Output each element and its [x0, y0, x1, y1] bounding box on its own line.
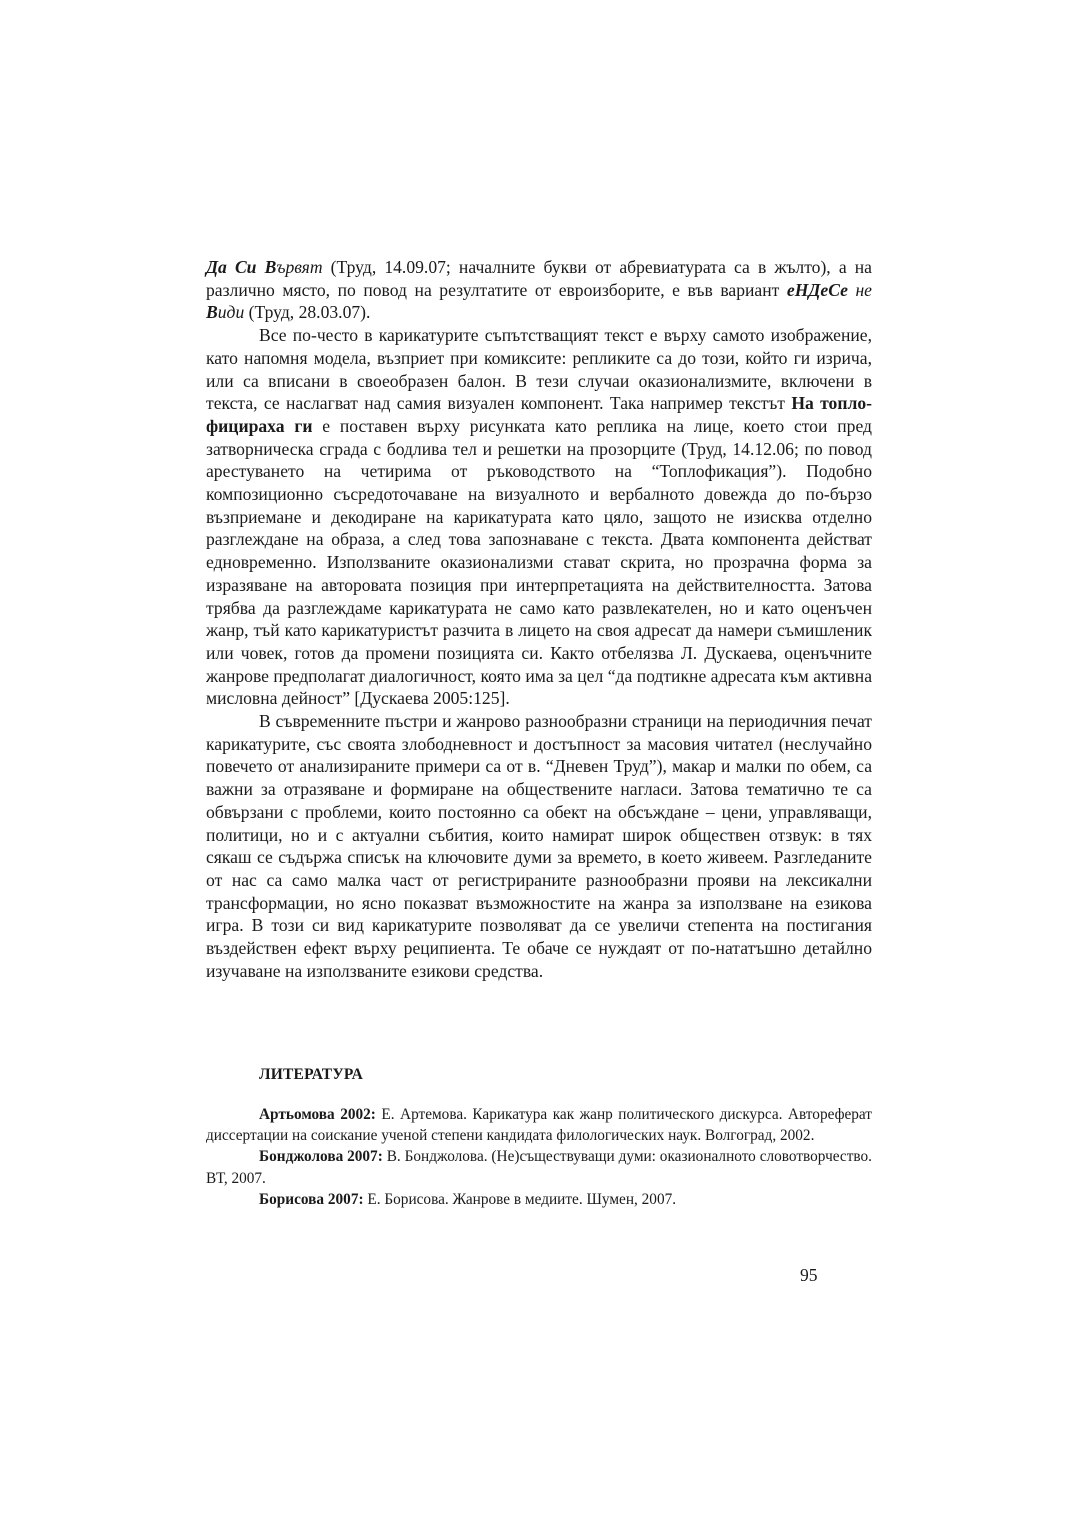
reference-text: Е. Артемова. Карикатура как жанр политического дискурса. Автореферат диссертации на соискание ученой степени кандидата филологических наук. Волгоград, 2002. — [206, 1106, 872, 1145]
page-number: 95 — [800, 1265, 818, 1285]
italic-a: ъ — [276, 257, 286, 277]
reference-text: В. Бонджолова. (Не)съществуващи думи: оказионалното словотворчество. ВТ, 2007. — [206, 1148, 872, 1187]
body-text — [206, 256, 872, 983]
paragraph-1-text-b: (Труд, 28.03.07). — [244, 302, 371, 323]
paragraph-1 — [206, 256, 872, 324]
paragraph-3: В съвременните пъстри и жанрово разнообразни страници на периодичния печат карикатурите, със своята злободневност и достъпност за масовия читател (неслучайно повечето от анализираните примери са от в. “Дневен Труд”), макар и малки по обем, са важни за отразяване и формиране на обществените нагласи. Затова тематично те са обвързани с проблеми, които постоянно са обект на обсъждане – цени, управляващи, политици, но и с актуални събития, които намират широк обществен отзвук: в тях сякаш се съдържа списък на ключовите думи за времето, в което живеем. Разгледаните от нас са само малка част от регистрираните разнообразни прояви на лексикални трансформации, но ясно показват възможностите на жанра за използване на езикова игра. В този си вид карикатурите позволяват да се увеличи степента на постигания въздействен ефект върху реципиента. Те обаче се нуждаят от по-нататъшно детайлно изучаване на използваните езикови средства. — [206, 711, 872, 981]
reference-item — [206, 1104, 872, 1146]
emphasis-se: Се — [828, 279, 848, 300]
paragraph-2-text-a: Все по-често в карикатурите съпътстващият текст е върху самото изображение, като напомня модела, възприет при комиксите: репликите са до този, който ги изрича, или са вписани в своеобразен балон. В тези случаи оказионализмите, включени в текста, се наслагват над самия визуален компонент. Така например текстът — [206, 325, 872, 414]
italic-ne: не — [847, 279, 872, 300]
paragraph-2-text-b: е поставен върху рисунката като реплика на лице, което стои пред затворническа сграда с бодлива тел и решетки на прозорците (Труд, 14.12.06; по повод арестуването на четирима от ръководството на “Топлофикация”). Подобно композиционно съсредоточаване на визуалното и вербалното довежда до по-бързо възприемане и декодиране на карикатурата като цяло, защото не изисква отделно разглеждане на образа, а след това запознаване с текста. Двата компонента действат едновременно. Използваните оказионализми стават скрита, но прозрачна форма за изразяване на авторовата позиция при интерпретацията на действителността. Затова трябва да разглеждаме карикатурата не само като развлекателен, но и като оценъчен жанр, тъй като карикатуристът разчита в лицето на своя адресат да намери съмишленик или човек, готов да промени позицията си. Както отбелязва Л. Дускаева, оценъчните жанрове предполагат диалогичност, която има за цел “да подтикне адресата към активна мисловна дейност” [Дускаева 2005:125]. — [206, 415, 872, 709]
reference-author: Борисова 2007: — [259, 1190, 364, 1208]
reference-list — [206, 1104, 872, 1210]
emphasis-e2: е — [820, 279, 829, 300]
paragraph-1-text-a: (Труд, 14.09.07; началните букви от абревиатурата са в жълто), а на различно място, по повод на резултатите от евроизборите, е във вариант — [206, 257, 872, 300]
emphasis-da: Да — [206, 257, 235, 277]
reference-item — [206, 1146, 872, 1188]
example-phrase: На топло-фицираха ги — [206, 393, 872, 436]
paragraph-2 — [206, 324, 872, 710]
reference-item — [206, 1189, 872, 1210]
reference-author: Бонджолова 2007: — [259, 1148, 383, 1166]
emphasis-v: В — [264, 257, 277, 277]
emphasis-si: Си — [234, 257, 265, 277]
emphasis-e: е — [786, 279, 795, 300]
emphasis-nd: НД — [794, 279, 821, 300]
reference-text: Е. Борисова. Жанрове в медиите. Шумен, 2007. — [363, 1190, 677, 1208]
emphasis-v2: В — [206, 302, 218, 323]
italic-idi: иди — [217, 302, 245, 323]
reference-author: Артьомова 2002: — [259, 1106, 376, 1123]
italic-rvyat: рвят — [285, 257, 323, 277]
literature-heading: ЛИТЕРАТУРА — [259, 1066, 363, 1083]
